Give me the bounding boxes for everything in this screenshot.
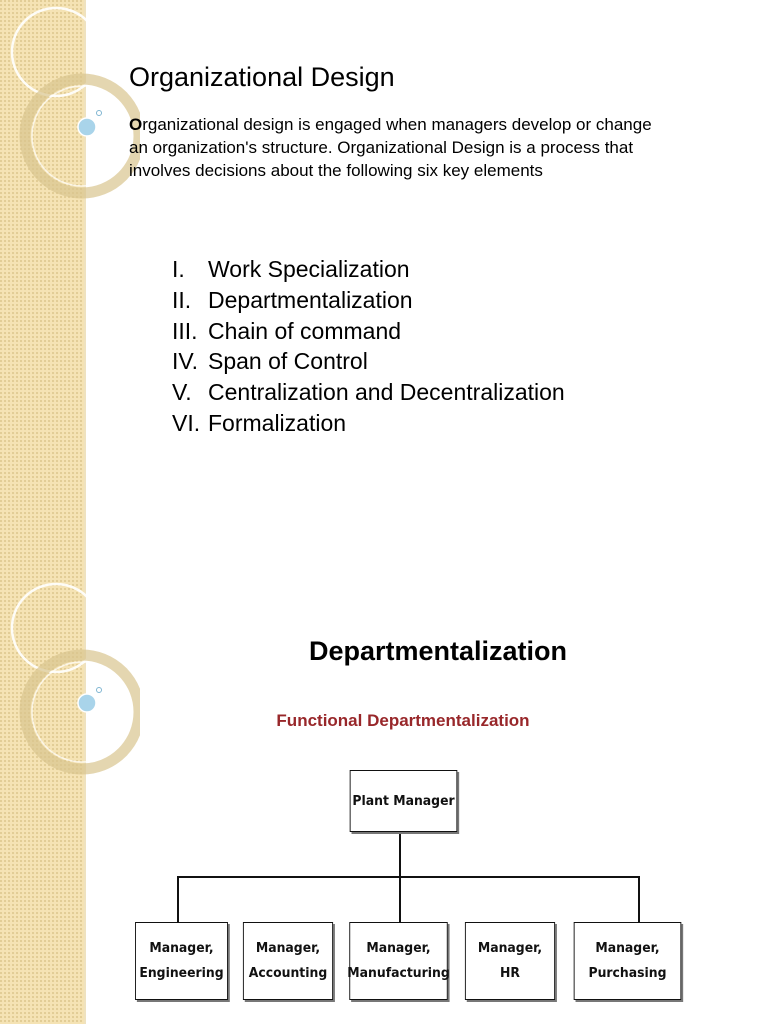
- connector-manufacturing: [399, 876, 401, 922]
- org-box-label-line2: HR: [500, 965, 520, 981]
- list-item: [172, 377, 565, 408]
- org-box-label-line1: Manager,: [366, 940, 431, 956]
- list-item-label: Work Specialization: [208, 256, 410, 282]
- org-box-accounting: [243, 922, 333, 1000]
- org-box-label-line1: Manager,: [255, 940, 321, 956]
- decorative-rings-icon: [0, 0, 143, 576]
- list-item-number: III.: [172, 317, 198, 344]
- list-item: [172, 254, 565, 285]
- org-box-engineering: [135, 922, 228, 1000]
- org-box-label-line2: Manufacturing: [347, 965, 450, 981]
- org-box-purchasing: [574, 922, 682, 1000]
- connector-engineering: [177, 876, 179, 922]
- connector-root-down: [399, 832, 401, 878]
- page-title: Organizational Design: [129, 62, 395, 92]
- connector-horizontal: [177, 876, 640, 878]
- list-item-number: II.: [172, 286, 192, 313]
- list-item: [172, 285, 565, 316]
- paragraph-lead: O: [129, 115, 143, 134]
- org-box-label-line1: Manager,: [595, 940, 660, 956]
- list-item: [172, 346, 565, 377]
- list-item-label: Chain of command: [208, 317, 402, 344]
- list-item: [172, 408, 565, 439]
- list-item: [172, 316, 565, 347]
- intro-paragraph: [129, 113, 669, 182]
- six-key-elements-list: [172, 254, 565, 439]
- list-item-label: Formalization: [208, 409, 347, 436]
- org-box-label-line1: Manager,: [477, 940, 543, 956]
- paragraph-text: rganizational design is engaged when managers develop or change an organization's structure. Organizational Design is a process that involves decisions about the following six key elements: [129, 115, 652, 180]
- section-subtitle: Functional Departmentalization: [276, 711, 530, 730]
- list-item-number: VI.: [172, 409, 201, 436]
- list-item-label: Span of Control: [208, 348, 368, 375]
- org-box-hr: [465, 922, 555, 1000]
- list-item-label: Centralization and Decentralization: [208, 379, 565, 406]
- org-box-label-line2: Engineering: [139, 965, 224, 981]
- org-box-label-line1: Manager,: [149, 940, 214, 956]
- org-box-manufacturing: [347, 922, 450, 1000]
- org-box-label-line2: Purchasing: [588, 965, 667, 981]
- list-item-label: Departmentalization: [208, 286, 413, 313]
- section-title: Departmentalization: [308, 636, 568, 666]
- org-box-plant-manager: [350, 770, 458, 832]
- connector-purchasing: [638, 876, 640, 922]
- list-item-number: IV.: [172, 348, 199, 375]
- org-box-label: Plant Manager: [352, 792, 455, 809]
- org-box-label-line2: Accounting: [248, 965, 328, 981]
- list-item-number: V.: [172, 379, 192, 406]
- list-item-number: I.: [172, 256, 185, 282]
